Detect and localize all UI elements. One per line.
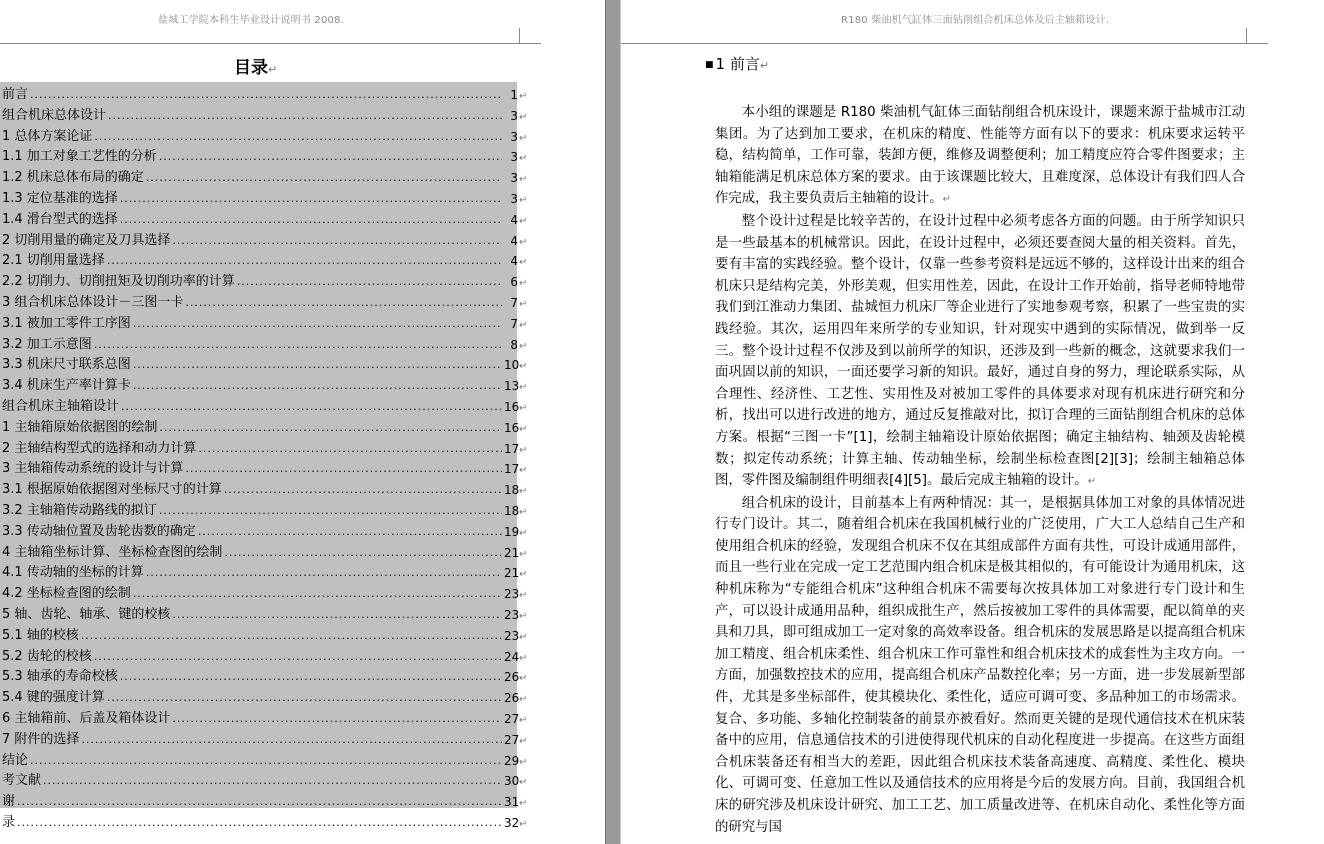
toc-entry-page: 3 <box>510 171 518 186</box>
toc-dot-leader <box>198 442 502 456</box>
toc-dot-leader <box>185 462 502 476</box>
toc-entry-page: 3 <box>510 129 518 144</box>
toc-entry-label: 5 轴、齿轮、轴承、键的校核 <box>2 607 171 622</box>
toc-dot-leader <box>94 338 502 352</box>
paragraph-mark-icon: ↵ <box>519 195 528 206</box>
toc-entry-page: 16 <box>504 420 520 435</box>
section-heading: ■ 1 前言↵ <box>705 55 770 73</box>
toc-entry-label: 2 切削用量的确定及刀具选择 <box>2 232 171 248</box>
toc-entry-page: 31 <box>504 795 520 810</box>
toc-entry-page: 27 <box>504 732 520 747</box>
toc-entry-label: 1 主轴箱原始依据图的绘制 <box>2 419 158 435</box>
toc-dot-leader <box>17 816 502 830</box>
paragraph-mark-icon: ↵ <box>519 631 528 643</box>
toc-entry-page: 17 <box>504 441 520 456</box>
toc-entry-page: 3 <box>510 192 518 206</box>
toc-entry-label: 5.4 键的强度计算 <box>2 690 105 706</box>
paragraph-mark-icon: ↵ <box>519 798 528 810</box>
toc-entry[interactable] <box>0 602 530 622</box>
toc-entry[interactable] <box>0 727 530 747</box>
toc-entry-page: 13 <box>504 379 520 394</box>
toc-entry-label: 3.2 加工示意图 <box>2 336 92 352</box>
page-gutter <box>605 0 621 844</box>
toc-entry-label: 2.2 切削力、切削扭矩及切削功率的计算 <box>2 274 235 290</box>
toc-entry-page: 4 <box>510 233 518 248</box>
toc-entry-label: 1.1 加工对象工艺性的分析 <box>2 149 157 165</box>
toc-entry-label: 1.4 滑台型式的选择 <box>2 211 118 227</box>
paragraph-mark-icon: ↵ <box>519 735 528 747</box>
toc-dot-leader <box>133 587 502 601</box>
paragraph-mark-icon: ↵ <box>519 174 528 186</box>
paragraph-mark-icon: ↵ <box>519 527 528 539</box>
toc-entry-page: 23 <box>504 628 520 643</box>
toc-dot-leader <box>133 358 502 372</box>
toc-dot-leader <box>94 130 502 144</box>
heading-bullet-icon: ■ <box>705 59 714 70</box>
toc-entry[interactable] <box>0 248 530 268</box>
paragraph-2: 整个设计过程是比较辛苦的，在设计过程中必须考虑各方面的问题。由于所学知识只是一些最基本的机械常识。因此，在设计过程中，必须还要查阅大量的相关资料。首先，要有丰富的实践经验。整个设计，仅靠一些参考资料是远远不够的，这样设计出来的组合机床只是结构完美，外形美观，但实用性差，因此，在设计工作开始前，指导老师特地带我们到江淮动力集团、盐城恒力机床厂等企业进行了实地参观考察，积累了一些宝贵的实践经验。其次，运用四年来所学的专业知识，针对现实中遇到的实际情况，做到举一反三。整个设计过程不仅涉及到以前所学的知识，还涉及到一些新的概念，这就要求我们一面巩固以前的知识，一面还要学习新的知识。最好，通过自身的努力，理论联系实际，从合理性、经济性、工艺性、实用性及对被加工零件的具体要求对现有机床进行研究和分析，找出可以进行改进的地方，通过反复推敲对比，拟订合理的三面钻削组合机床的总体方案。根据“三图一卡”[1]，绘制主轴箱设计原始依据图；确定主轴结构、轴颈及齿轮模数；拟定传动系统；计算主轴、传动轴坐标，绘制坐标检查图[2][3]；绘制主轴箱总体图，零件图及编制组件明细表[4][5]。最后完成主轴箱的设计。↵ <box>715 213 1245 489</box>
toc-entry[interactable] <box>0 519 530 539</box>
toc-entry[interactable] <box>0 623 530 643</box>
toc-dot-leader <box>107 691 502 705</box>
paragraph-mark-icon: ↵ <box>519 278 528 290</box>
paragraph-mark-icon: ↵ <box>519 153 528 165</box>
toc-dot-leader <box>146 566 502 580</box>
toc-entry-page: 26 <box>504 691 520 706</box>
toc-entry-page: 18 <box>504 483 520 498</box>
toc-dot-leader <box>237 275 502 289</box>
toc-entry-page: 19 <box>504 524 520 539</box>
toc-entry-label: 2.1 切削用量选择 <box>2 253 105 269</box>
paragraph-mark-icon: ↵ <box>519 486 528 498</box>
toc-entry-page: 18 <box>504 504 520 518</box>
paragraph-mark-icon: ↵ <box>519 382 528 394</box>
toc-entry-label: 4.2 坐标检查图的绘制 <box>2 586 131 602</box>
toc-entry[interactable] <box>0 394 530 414</box>
toc-entry[interactable] <box>0 269 530 289</box>
toc-entry[interactable] <box>0 456 530 476</box>
toc-entry[interactable] <box>0 332 530 352</box>
toc-entry-page: 3 <box>510 150 518 165</box>
toc-dot-leader <box>224 483 502 497</box>
toc-entry[interactable] <box>0 498 530 518</box>
toc-dot-leader <box>198 525 502 539</box>
toc-entry[interactable] <box>0 103 530 123</box>
toc-dot-leader <box>185 296 502 310</box>
running-head-left: 盐城工学院本科生毕业设计说明书 2008. <box>158 15 345 26</box>
toc-title: 目录↵ <box>234 58 278 78</box>
toc-dot-leader <box>133 317 502 331</box>
toc-entry-label: 1.3 定位基准的选择 <box>2 191 118 206</box>
toc-entry-label: 1.2 机床总体布局的确定 <box>2 170 144 186</box>
header-corner-rule-right <box>1246 43 1268 44</box>
toc-entry[interactable] <box>0 311 530 331</box>
paragraph-3: 组合机床的设计，目前基本上有两种情况：其一，是根据具体加工对象的具体情况进行专门设计。其二，随着组合机床在我国机械行业的广泛使用，广大工人总结自己生产和使用组合机床的经验，发现组合机床不仅在其组成部件方面有共性，可设计成通用部件，而且一些行业在完成一定工艺范围内组合机床是极其相似的，有可能设计为通用机床，这种机床称为“专能组合机床”这种组合机床不需要每次按具体加工对象进行专门设计和生产，可以设计成通用品种，组织成批生产，然后按被加工零件的具体需要，配以简单的夹具和刀具，即可组成加工一定对象的高效率设备。组合机床的发展思路是以提高组合机床加工精度、组合机床柔性、组合机床工作可靠性和组合机床技术的成套性为主攻方向。一方面，加强数控技术的应用，提高组合机床产品数控化率；另一方面，进一步发展新型部件，尤其是多坐标部件，使其模块化、柔性化，适应可调可变、多品种加工的市场需求。复合、多功能、多轴化控制装备的前景亦被看好。然而更关键的是现代通信技术在机床装备中的应用，信息通信技术的引进使得现代机床的自动化程度进一步提高。在这些方面组合机床装备还有相当大的差距，因此组合机床技术装备高速度、高精度、柔性化、模块化、可调可变、任意加工性以及通信技术的应用将是今后的发展方向。目前，我国组合机床的研究涉及机床设计研究、加工工艺、加工质量改进等、在机床自动化、柔性化等方面的研究与国 <box>715 495 1245 835</box>
paragraph-1: 本小组的课题是 R180 柴油机气缸体三面钻削组合机床设计，课题来源于盐城市江动集团。为了达到加工要求，在机床的精度、性能等方面有以下的要求：机床要求运转平稳，结构简单，工作可靠，装卸方便，维修及调整便利；加工精度应符合零件图要求；主轴箱能满足机床总体方案的要求。由于该课题比较大，且难度深，总体设计有我们四人合作完成，我主要负责后主轴箱的设计。↵ <box>715 105 1245 207</box>
toc-entry[interactable] <box>0 560 530 580</box>
toc-entry-label: 录 <box>2 815 16 830</box>
paragraph-mark-icon: ↵ <box>519 777 528 789</box>
paragraph-mark-icon: ↵ <box>519 215 528 227</box>
toc-entry[interactable] <box>0 228 530 248</box>
toc-entry-label: 7 附件的选择 <box>2 731 80 747</box>
toc-entry[interactable] <box>0 144 530 164</box>
toc-dot-leader <box>159 421 502 435</box>
paragraph-mark-icon: ↵ <box>519 611 528 622</box>
toc-entry-label: 3 主轴箱传动系统的设计与计算 <box>2 461 184 477</box>
toc-entry-page: 26 <box>504 670 520 685</box>
header-corner-right <box>1246 28 1247 44</box>
paragraph-mark-icon: ↵ <box>519 673 528 685</box>
toc-entry-page: 21 <box>504 545 520 560</box>
toc-dot-leader <box>30 88 502 102</box>
toc-entry-label: 考文献 <box>2 773 42 789</box>
toc-entry[interactable] <box>0 373 530 393</box>
paragraph-mark-icon: ↵ <box>519 403 528 414</box>
toc-entry-label: 1 总体方案论证 <box>2 128 93 144</box>
toc-entry-label: 3.3 传动轴位置及齿轮齿数的确定 <box>2 523 196 539</box>
paragraph-mark-icon: ↵ <box>519 236 528 248</box>
toc-dot-leader <box>172 712 502 726</box>
toc-dot-leader <box>172 608 502 622</box>
toc-entry[interactable] <box>0 768 530 788</box>
toc-entry[interactable] <box>0 685 530 705</box>
toc-entry[interactable] <box>0 207 530 227</box>
paragraph-mark-icon: ↵ <box>519 694 528 706</box>
running-head-right: R180 柴油机气缸体三面钻削组合机床总体及后主轴箱设计. <box>841 15 1110 26</box>
toc-dot-leader <box>224 546 502 560</box>
toc-entry[interactable] <box>0 540 530 560</box>
toc-entry-page: 3 <box>510 108 518 123</box>
toc-entry-page: 21 <box>504 566 520 581</box>
toc-entry[interactable] <box>0 644 530 664</box>
toc-entry-page: 7 <box>510 316 518 331</box>
toc-entry[interactable] <box>0 82 530 102</box>
paragraph-mark-icon: ↵ <box>519 319 528 331</box>
toc-entry-label: 5.1 轴的校核 <box>2 627 79 643</box>
toc-entry-page: 27 <box>504 712 520 726</box>
toc-entry-page: 4 <box>510 254 518 269</box>
toc-dot-leader <box>81 733 502 747</box>
toc-dot-leader <box>172 234 502 248</box>
toc-dot-leader <box>94 650 502 664</box>
toc-entry-label: 3.3 机床尺寸联系总图 <box>2 357 131 373</box>
toc-entry-page: 29 <box>504 753 520 768</box>
toc-entry-label: 2 主轴结构型式的选择和动力计算 <box>2 440 197 456</box>
paragraph-mark-icon: ↵ <box>519 91 528 102</box>
toc-entry-label: 组合机床主轴箱设计 <box>2 399 120 414</box>
left-page <box>0 0 605 844</box>
toc-entry[interactable] <box>0 352 530 372</box>
paragraph-mark-icon: ↵ <box>519 257 528 269</box>
toc-entry-label: 谢 <box>2 794 16 810</box>
toc-dot-leader <box>107 254 502 268</box>
toc-entry[interactable] <box>0 810 530 830</box>
toc-entry[interactable] <box>0 789 530 809</box>
toc-entry[interactable] <box>0 290 530 310</box>
toc-dot-leader <box>159 504 502 518</box>
paragraph-mark-icon: ↵ <box>519 590 528 602</box>
toc-entry-page: 23 <box>504 608 520 622</box>
toc-entry[interactable] <box>0 124 530 144</box>
toc-entry[interactable] <box>0 748 530 768</box>
toc-entry-page: 1 <box>510 88 518 102</box>
toc-entry-page: 30 <box>504 774 520 789</box>
toc-entry[interactable] <box>0 664 530 684</box>
toc-dot-leader <box>133 379 502 393</box>
toc-entry[interactable] <box>0 186 530 206</box>
toc-entry-page: 4 <box>510 212 518 227</box>
toc-entry-page: 32 <box>504 816 520 830</box>
toc-entry-page: 10 <box>504 358 520 373</box>
paragraph-mark-icon: ↵ <box>519 444 528 456</box>
toc-entry-label: 3.1 被加工零件工序图 <box>2 315 131 331</box>
toc-entry-label: 3 组合机床总体设计－三图一卡 <box>2 295 184 310</box>
paragraph-mark-icon: ↵ <box>519 132 528 144</box>
toc-dot-leader <box>43 774 502 788</box>
paragraph-mark-icon: ↵ <box>519 715 528 726</box>
toc-entry-page: 23 <box>504 587 520 602</box>
body-text <box>715 102 1245 838</box>
paragraph-mark-icon: ↵ <box>519 548 528 560</box>
toc-entry-page: 7 <box>510 296 518 310</box>
toc-entry[interactable] <box>0 415 530 435</box>
paragraph-mark-icon: ↵ <box>519 299 528 310</box>
toc-dot-leader <box>120 213 502 227</box>
toc-entry-label: 6 主轴箱前、后盖及箱体设计 <box>2 711 171 726</box>
toc-dot-leader <box>146 171 502 185</box>
toc-entry-label: 前言 <box>2 87 29 102</box>
toc-entry-label: 3.4 机床生产率计算卡 <box>2 378 131 394</box>
toc-entry-page: 17 <box>504 462 520 477</box>
toc-entry-page: 8 <box>510 337 518 352</box>
toc-entry[interactable] <box>0 436 530 456</box>
toc-entry[interactable] <box>0 706 530 726</box>
paragraph-mark-icon: ↵ <box>519 423 528 435</box>
header-rule-right <box>621 43 1246 44</box>
toc-entry-label: 4 主轴箱坐标计算、坐标检查图的绘制 <box>2 544 223 560</box>
header-corner-left <box>519 28 520 44</box>
toc-entry-page: 16 <box>504 400 520 414</box>
paragraph-mark-icon: ↵ <box>519 361 528 373</box>
toc-entry-label: 5.3 轴承的寿命校核 <box>2 669 118 685</box>
toc-entry[interactable] <box>0 165 530 185</box>
toc-dot-leader <box>81 629 502 643</box>
toc-entry-page: 24 <box>504 649 520 664</box>
header-rule-left <box>0 43 520 44</box>
header-corner-rule-left <box>519 43 541 44</box>
toc-dot-leader <box>121 400 502 414</box>
toc-entry-label: 结论 <box>2 752 29 768</box>
toc-entry-page: 6 <box>510 275 518 290</box>
toc-dot-leader <box>120 670 502 684</box>
toc-entry-label: 组合机床总体设计 <box>2 107 107 123</box>
toc-entry-label: 3.2 主轴箱传动路线的拟订 <box>2 503 157 518</box>
toc-entry-label: 5.2 齿轮的校核 <box>2 648 92 664</box>
paragraph-mark-icon: ↵ <box>519 340 528 352</box>
toc-dot-leader <box>120 192 502 206</box>
toc-entry-label: 4.1 传动轴的坐标的计算 <box>2 565 144 581</box>
toc-dot-leader <box>30 754 502 768</box>
toc-entry[interactable] <box>0 581 530 601</box>
paragraph-mark-icon: ↵ <box>519 569 528 581</box>
paragraph-mark-icon: ↵ <box>519 756 528 768</box>
paragraph-mark-icon: ↵ <box>519 465 528 477</box>
paragraph-mark-icon: ↵ <box>519 111 528 123</box>
paragraph-mark-icon: ↵ <box>519 819 528 830</box>
toc-entry[interactable] <box>0 477 530 497</box>
paragraph-mark-icon: ↵ <box>519 652 528 664</box>
toc-entry-label: 3.1 根据原始依据图对坐标尺寸的计算 <box>2 482 222 498</box>
paragraph-mark-icon: ↵ <box>519 507 528 518</box>
toc-dot-leader <box>159 150 502 164</box>
toc-dot-leader <box>108 109 502 123</box>
toc-dot-leader <box>17 795 502 809</box>
